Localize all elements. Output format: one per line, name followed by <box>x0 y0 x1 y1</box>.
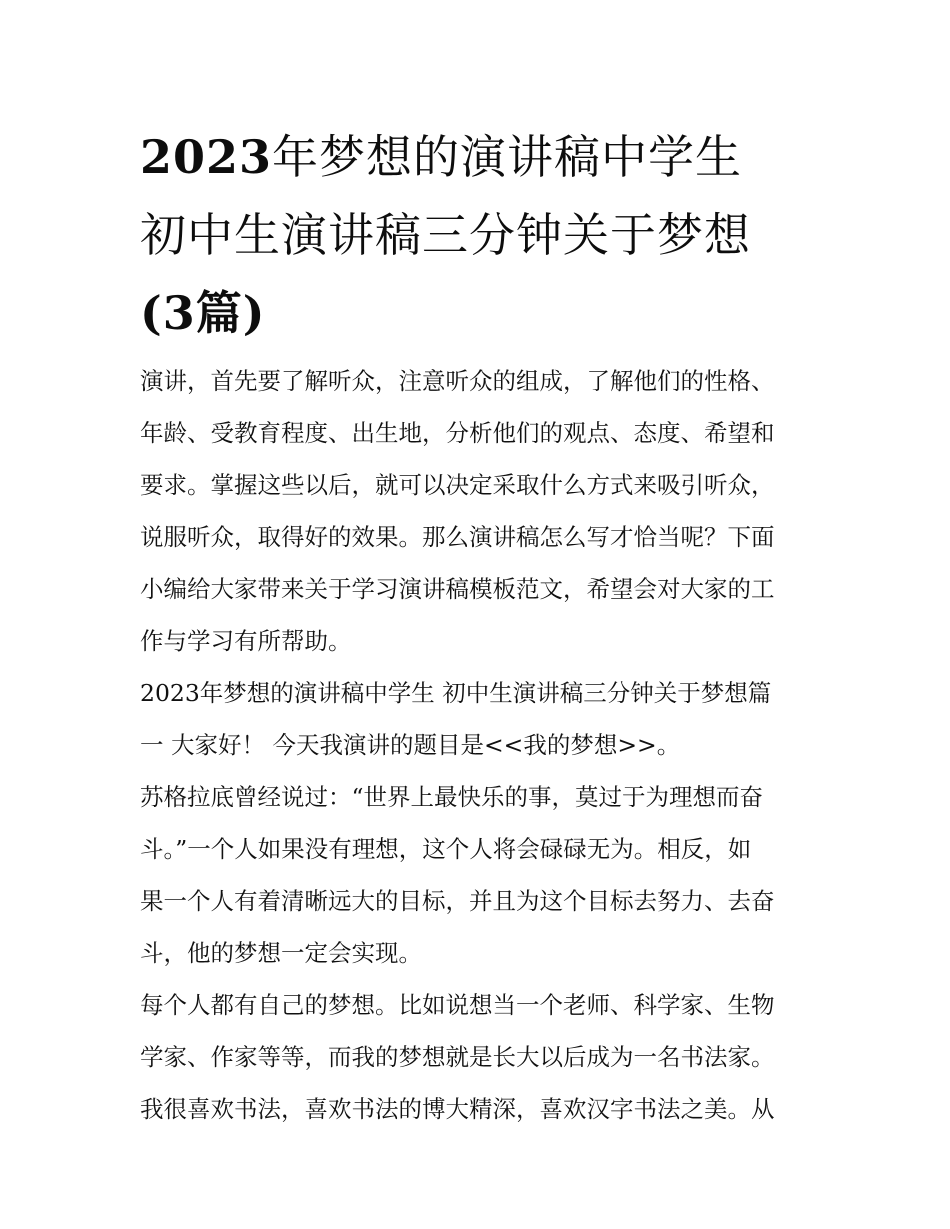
text-line: 作与学习有所帮助。 <box>140 627 352 655</box>
paragraph-heading-one <box>140 667 820 771</box>
paragraph-socrates <box>140 771 820 979</box>
text-line: 斗。”一个人如果没有理想，这个人将会碌碌无为。相反，如 <box>140 835 752 863</box>
text-line: 学家、作家等等，而我的梦想就是长大以后成为一名书法家。 <box>140 1043 775 1071</box>
title-line-1-text: 年梦想的演讲稿中学生 <box>272 130 743 184</box>
title-line-1 <box>140 118 840 196</box>
paragraph-intro <box>140 355 820 667</box>
text-line: 演讲，首先要了解听众，注意听众的组成，了解他们的性格、 <box>140 367 775 395</box>
text-line: 要求。掌握这些以后，就可以决定采取什么方式来吸引听众， <box>140 471 775 499</box>
text-line: 斗，他的梦想一定会实现。 <box>140 939 422 967</box>
title-line-2: 初中生演讲稿三分钟关于梦想 <box>140 208 751 262</box>
text-line: 一 大家好！ 今天我演讲的题目是<<我的梦想>>。 <box>140 731 681 759</box>
text-line: 小编给大家带来关于学习演讲稿模板范文，希望会对大家的工 <box>140 575 775 603</box>
document-title <box>140 118 840 352</box>
text-line: 我很喜欢书法，喜欢书法的博大精深，喜欢汉字书法之美。从 <box>140 1095 775 1123</box>
paragraph-dream <box>140 979 820 1135</box>
text-line: 年龄、受教育程度、出生地，分析他们的观点、态度、希望和 <box>140 419 775 447</box>
text-line: 说服听众，取得好的效果。那么演讲稿怎么写才恰当呢？下面 <box>140 523 775 551</box>
text-line: 果一个人有着清晰远大的目标，并且为这个目标去努力、去奋 <box>140 887 775 915</box>
text-line: 每个人都有自己的梦想。比如说想当一个老师、科学家、生物 <box>140 991 775 1019</box>
text-line: 2023年梦想的演讲稿中学生 初中生演讲稿三分钟关于梦想篇 <box>140 679 772 707</box>
title-line-3: (3篇) <box>140 286 266 340</box>
title-year: 2023 <box>140 130 273 184</box>
document-body <box>140 355 820 1135</box>
text-line: 苏格拉底曾经说过：“世界上最快乐的事，莫过于为理想而奋 <box>140 783 764 811</box>
